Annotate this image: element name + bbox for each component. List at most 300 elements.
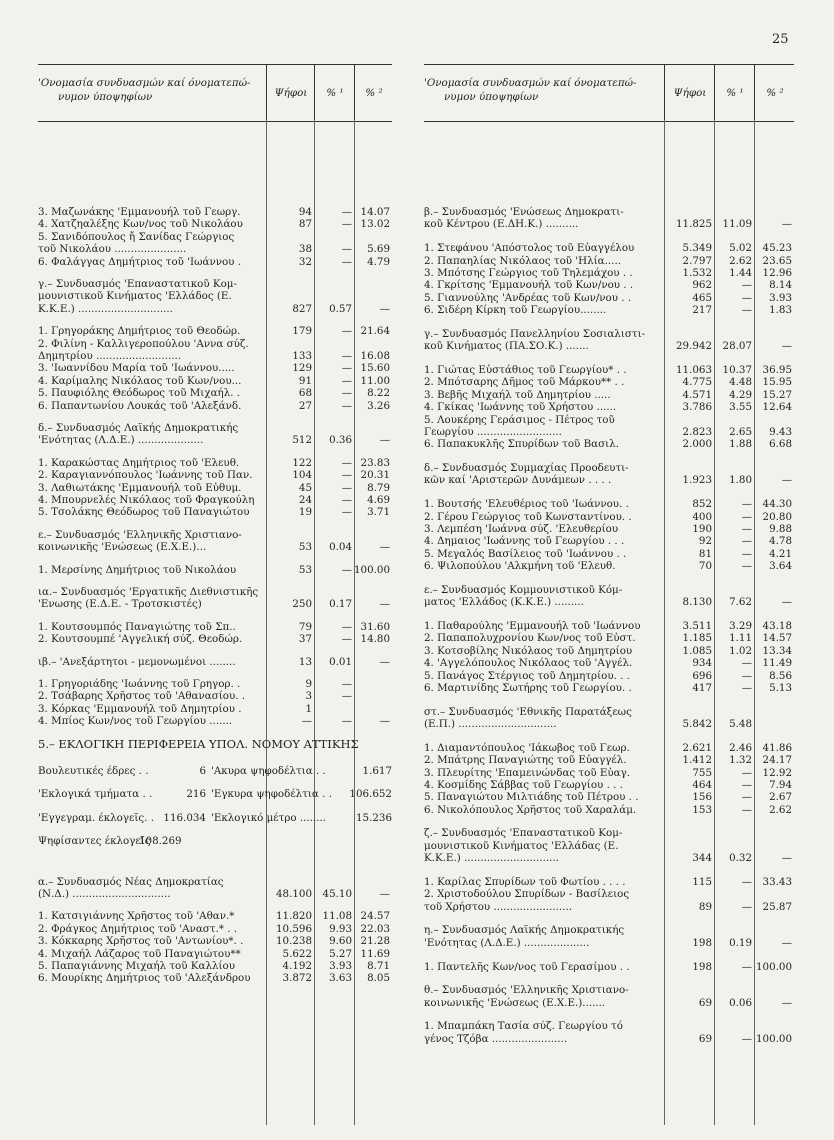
pct2-value: 36.95: [762, 363, 792, 376]
pct1-value: 5.02: [729, 242, 752, 255]
district-stat-row: [38, 836, 392, 849]
candidate-name: 1. Γρηγοριάδης 'Ιωάννης τοῦ Γρηγορ. .: [38, 678, 241, 690]
candidate-name: Κ.Κ.Ε.) .............................: [38, 302, 173, 315]
votes-value: 45: [298, 481, 312, 494]
candidate-name: 1. Κατσιγιάννης Χρῆστος τοῦ 'Αθαν.*: [38, 910, 235, 923]
pct2-value: —: [781, 996, 792, 1009]
candidate-name: 3. Μαζωνάκης 'Εμμανουήλ τοῦ Γεωργ.: [38, 206, 241, 218]
stat-value: 216: [186, 788, 206, 801]
candidate-name: κοῦ Κινήματος (ΠΑ.ΣΟ.Κ.) .......: [424, 340, 589, 353]
votes-value: 4.571: [682, 388, 712, 401]
votes-value: 27: [298, 399, 312, 412]
pct2-value: 4.21: [769, 547, 792, 560]
result-line: [424, 341, 794, 354]
candidate-name: ματος 'Ελλάδος (Κ.Κ.Ε.) .........: [424, 596, 584, 609]
pct2-value: 4.78: [769, 535, 792, 548]
district-stat-row: [38, 766, 392, 779]
district-stat-row: [38, 789, 392, 802]
pct2-value: 15.60: [360, 362, 390, 375]
pct1-value: —: [741, 803, 752, 816]
pct2-value: 5.69: [367, 243, 390, 256]
result-line: [424, 962, 794, 975]
votes-value: 5.349: [682, 242, 712, 255]
pct1-value: 2.65: [729, 425, 752, 438]
votes-value: 32: [298, 255, 312, 268]
votes-value: 53: [298, 541, 312, 554]
votes-value: 48.100: [275, 888, 312, 900]
candidate-name: 2. Παπαπολυχρονίου Κων/νος τοῦ Εὐστ.: [424, 632, 636, 645]
candidate-name: μουνιστικοῦ Κινήματος 'Ελλάδος (Ε.: [38, 290, 232, 303]
pct1-value: —: [741, 291, 752, 304]
pct1-value: —: [341, 456, 352, 469]
votes-value: 69: [698, 996, 712, 1009]
pct1-value: —: [741, 498, 752, 511]
header-name-line-2: νυμον ύποψηφίων: [58, 91, 153, 103]
votes-value: 465: [692, 291, 712, 304]
pct1-value: —: [341, 387, 352, 400]
pct2-value: 6.68: [769, 438, 792, 451]
pct1-value: —: [341, 494, 352, 506]
votes-value: 11.820: [275, 910, 312, 923]
candidate-name: 4. Κοσμίδης Σάββας τοῦ Γεωργίου . . .: [424, 778, 623, 791]
candidate-name: α.– Συνδυασμός Νέας Δημοκρατίας: [38, 875, 224, 888]
header-votes: Ψήφοι: [266, 65, 315, 121]
candidate-name: 5. Μεγαλός Βασίλειος τοῦ 'Ιωάννου . .: [424, 547, 627, 560]
pct1-value: —: [741, 875, 752, 888]
pct2-value: 2.67: [769, 791, 792, 804]
votes-value: 1.412: [682, 754, 712, 767]
candidate-name: 2. Τσάβαρης Χρῆστος τοῦ 'Αθανασίου. .: [38, 690, 246, 703]
pct1-value: —: [341, 243, 352, 256]
stat-label: 'Ακυρα ψηφοδέλτια . .: [211, 764, 326, 777]
candidate-name: 'Ενότητας (Λ.Δ.Ε.) ....................: [38, 434, 204, 447]
votes-value: 91: [298, 374, 312, 387]
pct2-value: —: [379, 302, 390, 315]
votes-value: 10.238: [275, 935, 312, 948]
pct1-value: —: [341, 218, 352, 231]
pct2-value: 8.79: [367, 481, 390, 494]
votes-value: 94: [298, 206, 312, 218]
candidate-name: 1. Παντελῆς Κων/νος τοῦ Γερασίμου . .: [424, 960, 630, 973]
candidate-name: δ.– Συνδυασμός Συμμαχίας Προοδευτι-: [424, 462, 629, 474]
candidate-name: τοῦ Νικολάου ......................: [38, 243, 187, 256]
votes-value: 29.942: [675, 340, 712, 353]
candidate-name: 2. Φράγκος Δημήτριος τοῦ 'Αναστ.* . .: [38, 922, 238, 935]
candidate-name: 5. Πανάγος Στέργιος τοῦ Δημητρίου. . .: [424, 669, 630, 682]
header-pct1: % ¹: [314, 65, 355, 121]
votes-value: 2.621: [682, 741, 712, 754]
candidate-name: τοῦ Χρήστου ........................: [424, 900, 572, 913]
result-line: [424, 938, 794, 951]
votes-value: 68: [298, 387, 312, 400]
votes-value: 38: [298, 243, 312, 256]
candidate-name: 1. Καρακώστας Δημήτριος τοῦ 'Ελευθ.: [38, 456, 240, 469]
candidate-name: 6. Φαλάγγας Δημήτριος τοῦ 'Ιωάννου .: [38, 255, 241, 268]
votes-value: 53: [298, 563, 312, 576]
candidate-name: μουνιστικοῦ Κινήματος 'Ελλάδας (Ε.: [424, 839, 619, 852]
stat-value: 15.236: [355, 811, 392, 824]
votes-value: 512: [292, 434, 312, 447]
pct2-value: 8.22: [367, 387, 390, 400]
candidate-name: 4. Μπουρνελές Νικόλαος τοῦ Φραγκούλη: [38, 494, 255, 506]
pct1-value: 3.93: [329, 960, 352, 972]
pct1-value: 5.27: [329, 947, 352, 960]
district-title: 5.– ΕΚΛΟΓΙΚΗ ΠΕΡΙΦΕΡΕΙΑ ΥΠΟΛ. ΝΟΜΟΥ ΑΤΤΙΚΗΣ: [38, 736, 359, 751]
candidate-name: 5. Παναγιώτου Μιλτιάδης τοῦ Πέτρου . .: [424, 791, 639, 804]
candidate-name: 6. Ψιλοπούλου 'Αλκμήνη τοῦ 'Ελευθ.: [424, 560, 616, 573]
result-line: [38, 889, 392, 902]
pct1-value: —: [741, 547, 752, 560]
result-line: [38, 657, 392, 670]
pct2-value: 13.02: [360, 218, 390, 231]
pct2-value: 100.00: [755, 960, 792, 973]
votes-value: 13: [298, 655, 312, 668]
candidate-name: ια.– Συνδυασμός 'Εργατικῆς Διεθνιστικῆς: [38, 586, 259, 598]
pct1-value: —: [341, 506, 352, 519]
pct2-value: 21.28: [360, 935, 390, 948]
candidate-name: β.– Συνδυασμός 'Ενώσεως Δημοκρατι-: [424, 206, 624, 218]
pct2-value: —: [379, 715, 390, 728]
result-line: [38, 542, 392, 555]
pct1-value: 1.11: [729, 632, 752, 645]
pct1-value: —: [341, 350, 352, 362]
votes-value: 37: [298, 633, 312, 646]
pct2-value: 12.64: [762, 401, 792, 414]
candidate-name: στ.– Συνδυασμός 'Εθνικῆς Παρατάξεως: [424, 705, 632, 718]
candidate-name: γ.– Συνδυασμός Πανελληνίου Σοσιαλιστι-: [424, 327, 646, 340]
header-name-column: [38, 76, 250, 104]
result-line: [38, 634, 392, 647]
votes-value: 89: [698, 900, 712, 913]
pct2-value: —: [781, 474, 792, 487]
candidate-name: (Ν.Δ.) ..............................: [38, 888, 171, 900]
pct2-value: 23.65: [762, 254, 792, 267]
votes-value: 190: [692, 522, 712, 535]
pct1-value: 3.63: [329, 972, 352, 985]
votes-value: 1: [305, 702, 312, 715]
pct2-value: 3.93: [769, 291, 792, 304]
votes-value: 4.192: [282, 960, 312, 972]
candidate-name: 5. Λουκέρης Γεράσιμος - Πέτρος τοῦ: [424, 413, 615, 426]
candidate-name: Κ.Κ.Ε.) .............................: [424, 852, 559, 865]
pct2-value: 11.00: [360, 374, 390, 387]
page-number: 25: [772, 32, 789, 47]
votes-value: 104: [292, 469, 312, 482]
votes-value: 10.596: [275, 922, 312, 935]
votes-value: 115: [692, 875, 712, 888]
votes-value: 9: [305, 678, 312, 690]
candidate-name: Δημητρίου ..........................: [38, 350, 182, 362]
pct1-value: 0.19: [729, 936, 752, 949]
votes-value: 153: [692, 803, 712, 816]
pct1-value: 0.04: [329, 541, 352, 554]
votes-value: 1.185: [682, 632, 712, 645]
candidate-name: κῶν καί 'Αριστερῶν Δυνάμεων . . . .: [424, 474, 612, 487]
pct1-value: —: [341, 678, 352, 690]
pct1-value: 1.88: [729, 438, 752, 451]
candidate-name: 1. Γρηγοράκης Δημήτριος τοῦ Θεοδώρ.: [38, 325, 241, 338]
candidate-name: 1. Στεφάνου 'Απόστολος τοῦ Εὐαγγέλου: [424, 242, 635, 255]
votes-value: 8.130: [682, 596, 712, 609]
result-line: [424, 805, 794, 818]
candidate-name: 4. Δημαιος 'Ιωάννης τοῦ Γεωργίου . . .: [424, 535, 625, 548]
result-line: [38, 599, 392, 612]
pct1-value: —: [341, 563, 352, 576]
votes-value: 122: [292, 456, 312, 469]
result-line: [424, 1034, 794, 1047]
votes-value: 344: [692, 852, 712, 865]
pct2-value: 23.83: [360, 456, 390, 469]
votes-value: 3: [305, 690, 312, 703]
pct1-value: 3.29: [729, 619, 752, 632]
pct1-value: 9.60: [329, 935, 352, 948]
votes-value: 81: [698, 547, 712, 560]
candidate-name: 2. Κουτσουμπέ 'Αγγελική σύζ. Θεοδώρ.: [38, 633, 243, 646]
table-header: [38, 64, 392, 122]
pct1-value: —: [341, 374, 352, 387]
pct1-value: 0.32: [729, 852, 752, 865]
pct2-value: —: [781, 936, 792, 949]
stat-label: 'Εγγεγραμ. έκλογεῖς. .: [38, 811, 154, 824]
pct1-value: 11.09: [722, 218, 752, 231]
candidate-name: θ.– Συνδυασμός 'Ελληνικῆς Χριστιανο-: [424, 984, 629, 997]
header-name-line-1: 'Ονομασία συνδυασμών καί όνοματεπώ-: [424, 77, 637, 89]
result-line: [424, 683, 794, 696]
stat-value: 6: [199, 764, 206, 777]
pct2-value: 5.13: [769, 681, 792, 694]
candidate-name: 4. Μιχαήλ Λάζαρος τοῦ Παναγιώτου**: [38, 947, 241, 960]
pct1-value: 10.37: [722, 363, 752, 376]
candidate-name: 2. Χριστοδούλου Σπυρίδων - Βασίλειος: [424, 888, 630, 901]
left-column: [38, 64, 392, 1124]
candidate-name: 5. Παπαγιάννης Μιχαήλ τοῦ Καλλίου: [38, 960, 235, 972]
pct1-value: 5.48: [729, 718, 752, 730]
stat-label: Βουλευτικές έδρες . .: [38, 764, 149, 777]
pct1-value: —: [741, 791, 752, 804]
candidate-name: 1. Μπαμπάκη Τασία σύζ. Γεωργίου τό: [424, 1020, 623, 1033]
result-line: [38, 716, 392, 729]
candidate-name: 2. Γέρου Γεώργιος τοῦ Κωνσταντίνου. .: [424, 510, 632, 523]
result-line: [424, 219, 794, 232]
candidate-name: 6. Μουρίκης Δημήτριος τοῦ 'Αλεξάνδρου: [38, 972, 251, 985]
candidate-name: 5. Παυφιόλης Θεόδωρος τοῦ Μιχαήλ. .: [38, 387, 241, 400]
pct2-value: 4.79: [367, 255, 390, 268]
votes-value: 11.063: [675, 363, 712, 376]
candidate-name: 3. 'Ιωαννίδου Μαρία τοῦ 'Ιωάννου.....: [38, 362, 235, 375]
result-line: [38, 565, 392, 578]
pct2-value: 44.30: [762, 498, 792, 511]
votes-value: 156: [692, 791, 712, 804]
pct2-value: 13.34: [762, 644, 792, 657]
result-line: [424, 561, 794, 574]
stat-label: 'Εκλογικό μέτρο ........: [211, 811, 327, 824]
votes-value: 198: [692, 960, 712, 973]
pct1-value: 4.29: [729, 388, 752, 401]
candidate-name: 'Ενότητας (Λ.Δ.Ε.) ....................: [424, 936, 590, 949]
pct2-value: 22.03: [360, 922, 390, 935]
votes-value: 87: [298, 218, 312, 231]
pct1-value: 1.32: [729, 754, 752, 767]
candidate-name: 2. Μπάτρης Παναγιώτης τοῦ Εὐαγγέλ.: [424, 754, 627, 767]
votes-value: 1.532: [682, 266, 712, 279]
candidate-name: 5. Σανιδόπουλος ἤ Σανίδας Γεώργιος: [38, 230, 235, 243]
candidate-name: 1. Γιώτας Εὐστάθιος τοῦ Γεωργίου* . .: [424, 363, 627, 376]
pct2-value: 11.69: [360, 947, 390, 960]
district-stat-row: [38, 813, 392, 826]
pct1-value: —: [741, 279, 752, 292]
pct2-value: 20.80: [762, 510, 792, 523]
votes-value: 79: [298, 620, 312, 633]
pct1-value: 45.10: [322, 888, 352, 900]
candidate-name: 4. Καρίμαλης Νικόλαος τοῦ Κων/νου...: [38, 374, 242, 387]
pct1-value: —: [741, 900, 752, 913]
pct2-value: 7.94: [769, 778, 792, 791]
result-line: [424, 998, 794, 1011]
votes-value: 417: [692, 681, 712, 694]
votes-value: 696: [692, 669, 712, 682]
result-line: [424, 475, 794, 488]
votes-value: 2.000: [682, 438, 712, 451]
pct2-value: 31.60: [360, 620, 390, 633]
result-line: [38, 435, 392, 448]
votes-value: 2.823: [682, 425, 712, 438]
votes-value: 217: [692, 304, 712, 317]
header-pct2: % ²: [754, 65, 795, 121]
pct1-value: 28.07: [722, 340, 752, 353]
result-line: [38, 304, 392, 317]
result-line: [424, 853, 794, 866]
candidate-name: κοῦ Κέντρου (Ε.ΔΗ.Κ.) ..........: [424, 218, 579, 231]
pct1-value: —: [741, 304, 752, 317]
pct1-value: 9.93: [329, 922, 352, 935]
candidate-name: 2. Φιλίνη - Καλλιγεροπούλου 'Αννα σύζ.: [38, 337, 249, 350]
candidate-name: 3. Λαθιωτάκης 'Εμμανουήλ τοῦ Εὐθυμ.: [38, 481, 242, 494]
candidate-name: 3. Κόρκας 'Εμμανουήλ τοῦ Δημητρίου .: [38, 702, 242, 715]
right-column: [424, 64, 794, 1124]
candidate-name: 1. Κουτσουμπός Παναγιώτης τοῦ Σπ..: [38, 620, 236, 633]
result-line: [38, 257, 392, 270]
candidate-name: 3. Κοτσοβίλης Νικόλαος τοῦ Δημητρίου: [424, 644, 633, 657]
candidate-name: 6. Σιδέρη Κίρκη τοῦ Γεωργίου........: [424, 304, 607, 317]
pct1-value: —: [341, 325, 352, 338]
candidate-name: 2. Παπαηλίας Νικόλαος τοῦ 'Ηλία.....: [424, 254, 621, 267]
pct1-value: —: [741, 669, 752, 682]
pct1-value: 2.46: [729, 741, 752, 754]
pct1-value: 1.02: [729, 644, 752, 657]
candidate-name: ιβ.– 'Ανεξάρτητοι - μεμονωμένοι ........: [38, 655, 236, 668]
candidate-name: κοινωνικῆς 'Ενώσεως (Ε.Χ.Ε.)...: [38, 541, 207, 554]
candidate-name: 1. Βουτσής 'Ελευθέριος τοῦ 'Ιωάννου. .: [424, 498, 629, 511]
votes-value: 69: [698, 1032, 712, 1045]
pct2-value: 15.27: [762, 388, 792, 401]
votes-value: 129: [292, 362, 312, 375]
pct1-value: 1.80: [729, 474, 752, 487]
pct1-value: —: [341, 715, 352, 728]
pct2-value: 8.71: [367, 960, 390, 972]
header-name-line-2: νυμον ύποψηφίων: [444, 91, 539, 103]
votes-value: 852: [692, 498, 712, 511]
stat-value: 106.652: [349, 788, 392, 801]
votes-value: 400: [692, 510, 712, 523]
candidate-name: ε.– Συνδυασμός 'Ελληνικῆς Χριστιανο-: [38, 528, 242, 541]
candidate-name: 4. Χατζηαλέξης Κων/νος τοῦ Νικολάου: [38, 218, 243, 231]
candidate-name: γ.– Συνδυασμός 'Επαναστατικοῦ Κομ-: [38, 278, 237, 290]
pct2-value: 21.64: [360, 325, 390, 338]
candidate-name: 6. Μαρτινίδης Σωτήρης τοῦ Γεωργίου. .: [424, 681, 632, 694]
votes-value: 934: [692, 657, 712, 670]
stat-label: Ψηφίσαντες έκλογεῖς: [38, 835, 151, 848]
candidate-name: 3. Κόκκαρης Χρῆστος τοῦ 'Αντωνίου*. .: [38, 935, 244, 948]
candidate-name: 3. Μπότσης Γεώργιος τοῦ Τηλεμάχου . .: [424, 266, 633, 279]
pct2-value: 45.23: [762, 242, 792, 255]
pct2-value: 14.07: [360, 206, 390, 218]
pct1-value: —: [341, 481, 352, 494]
pct1-value: —: [341, 206, 352, 218]
pct2-value: —: [781, 852, 792, 865]
votes-value: 3.872: [282, 972, 312, 985]
pct1-value: —: [341, 469, 352, 482]
pct2-value: 100.00: [755, 1032, 792, 1045]
header-pct1: % ¹: [714, 65, 755, 121]
pct1-value: 7.62: [729, 596, 752, 609]
votes-value: 24: [298, 494, 312, 506]
candidate-name: 2. Καραγιαννόπουλος 'Ιωάννης τοῦ Παν.: [38, 469, 253, 482]
result-line: [38, 507, 392, 520]
candidate-name: ζ.– Συνδυασμός 'Επαναστατικοῦ Κομ-: [424, 827, 623, 840]
pct2-value: —: [379, 598, 390, 611]
pct2-value: 11.49: [762, 657, 792, 670]
candidate-name: γένος Τζόβα .......................: [424, 1032, 568, 1045]
votes-value: 4.775: [682, 376, 712, 389]
candidate-name: 5. Γιαννούλης 'Ανδρέας τοῦ Κων/νου . .: [424, 291, 632, 304]
pct2-value: 24.17: [762, 754, 792, 767]
candidate-name: κοινωνικῆς 'Ενώσεως (Ε.Χ.Ε.).......: [424, 996, 606, 1009]
stat-value: 1.617: [362, 764, 392, 777]
votes-value: 3.786: [682, 401, 712, 414]
votes-value: 3.511: [682, 619, 712, 632]
candidate-name: 3. Λεμπέση 'Ιωάννα σύζ. 'Ελευθερίου: [424, 522, 619, 535]
pct1-value: 11.08: [322, 910, 352, 923]
pct2-value: —: [781, 340, 792, 353]
candidate-name: (Ε.Π.) ..............................: [424, 718, 557, 730]
votes-value: 962: [692, 279, 712, 292]
candidate-name: δ.– Συνδυασμός Λαϊκής Δημοκρατικής: [38, 422, 239, 434]
pct2-value: 43.18: [762, 619, 792, 632]
pct1-value: —: [741, 535, 752, 548]
candidate-name: η.– Συνδυασμός Λαϊκής Δημοκρατικής: [424, 924, 625, 937]
pct2-value: 3.64: [769, 560, 792, 573]
candidate-name: 4. Γκρίτσης 'Εμμανουήλ τοῦ Κων/νου . .: [424, 279, 634, 292]
pct2-value: 2.62: [769, 803, 792, 816]
pct2-value: 8.56: [769, 669, 792, 682]
candidate-name: 'Ενωσης (Ε.Δ.Ε. - Τροτσκιστές): [38, 598, 202, 611]
candidate-name: 2. Μπότσαρης Δῆμος τοῦ Μάρκου** . .: [424, 376, 625, 389]
pct2-value: —: [379, 541, 390, 554]
pct2-value: 8.14: [769, 279, 792, 292]
candidate-name: 6. Παπαντωνίου Λουκάς τοῦ 'Αλεξάνδ.: [38, 399, 242, 412]
pct2-value: 8.05: [367, 972, 390, 985]
votes-value: 1.085: [682, 644, 712, 657]
votes-value: 464: [692, 778, 712, 791]
candidate-name: ε.– Συνδυασμός Κομμουνιστικοῦ Κόμ-: [424, 583, 623, 596]
header-name-line-1: 'Ονομασία συνδυασμών καί όνοματεπώ-: [38, 77, 251, 89]
result-line: [424, 305, 794, 318]
stat-value: 116.034: [163, 811, 206, 824]
candidate-name: 6. Παπακυκλῆς Σπυρίδων τοῦ Βασιλ.: [424, 438, 619, 451]
candidate-name: 4. Μπίος Κων/νος τοῦ Γεωργίου .......: [38, 715, 233, 728]
candidate-name: 6. Νικολόπουλος Χρῆστος τοῦ Χαραλάμ.: [424, 803, 637, 816]
pct1-value: 2.62: [729, 254, 752, 267]
